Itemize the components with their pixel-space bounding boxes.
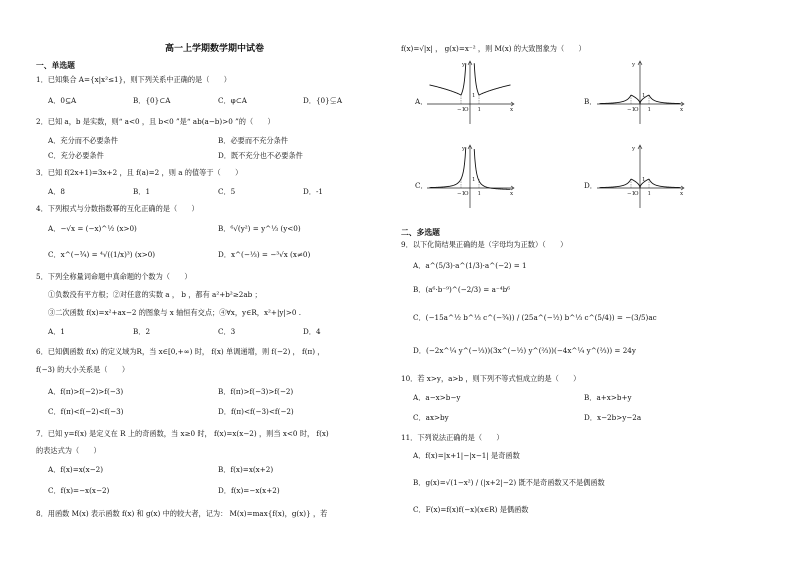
graph-curve-1 [461, 63, 466, 95]
q11-option-b: B．g(x)=√(1−x²) / (|x+2|−2) 既不是奇函数又不是偶函数 [413, 478, 605, 487]
q5-option-c: C．3 [218, 327, 236, 336]
q5-line2: ③二次函数 f(x)=x²+ax−2 的图象与 x 轴恒有交点；④∀x，y∈R，x²+|y|>0 . [48, 308, 302, 317]
q8-option-b: B． [584, 97, 597, 106]
q7-option-d: D．f(x)=−x(x+2) [218, 486, 280, 495]
tick-label-neg1: −1 [457, 191, 466, 197]
q9-option-b: B．(a⁶·b⁻⁹)^(−2/3) = a⁻⁴b⁶ [413, 285, 511, 294]
y-axis-label: y [462, 146, 466, 152]
q6-option-d: D．f(π)<f(−3)<f(−2) [218, 407, 294, 416]
q10-option-a: A．a−x>b−y [413, 393, 461, 402]
q2-option-a: A．充分而不必要条件 [48, 136, 118, 145]
q3-option-a: A．8 [48, 187, 65, 196]
q10-option-d: D．x−2b>y−2a [584, 413, 642, 422]
q4-option-c: C．x^(−¾) = ⁴√((1/x)³) (x>0) [48, 250, 156, 259]
q6-option-b: B．f(π)>f(−3)>f(−2) [218, 387, 294, 396]
graph-b [595, 60, 685, 126]
q3-option-c: C．5 [218, 187, 236, 196]
origin-label: O [634, 107, 639, 113]
q4-option-b: B．⁶√(y²) = y^⅓ (y<0) [218, 224, 301, 233]
origin-label: O [634, 191, 639, 197]
q6-option-a: A．f(π)>f(−2)>f(−3) [48, 387, 124, 396]
graph-curve-1 [430, 147, 466, 187]
y-tick-label-1: 1 [642, 177, 646, 183]
y-tick-label-1: 1 [472, 93, 476, 99]
y-tick-label-1: 1 [472, 177, 476, 183]
tick-label-1: 1 [477, 191, 481, 197]
q1-stem: 1．已知集合 A={x|x²≤1}，则下列关系中正确的是（ ） [36, 75, 231, 84]
tick-label-1: 1 [647, 191, 651, 197]
q4-option-a: A．−√x = (−x)^½ (x>0) [48, 224, 137, 233]
graph-curve-2 [649, 95, 681, 104]
q3-option-b: B．1 [133, 187, 151, 196]
q8-option-a: A． [415, 97, 428, 106]
q2-option-d: D．既不充分也不必要条件 [218, 151, 303, 160]
q11-option-a: A．f(x)=|x+1|−|x−1| 是奇函数 [413, 451, 520, 460]
q8-option-d: D． [584, 181, 597, 190]
q2-stem: 2．已知 a，b 是实数，则“ a<0 ，且 b<0 ”是“ ab(a−b)>0 ”的（ ） [36, 117, 275, 126]
y-axis-label: y [632, 146, 636, 152]
q11-option-c: C．F(x)=f(x)f(−x)(x∈R) 是偶函数 [413, 505, 529, 514]
q9-stem: 9．以下化简结果正确的是（字母均为正数）（ ） [401, 240, 568, 249]
q6-stem: 6．已知偶函数 f(x) 的定义域为R，当 x∈[0,+∞) 时， f(x) 单调递增，则 f(−2) ， f(π) ， [36, 347, 325, 356]
q8-option-c: C． [415, 181, 428, 190]
graph-curve-2 [474, 149, 510, 189]
q7-option-b: B．f(x)=x(x+2) [218, 465, 274, 474]
y-tick-label-1: 1 [642, 93, 646, 99]
q6-line2: f(−3) 的大小关系是（ ） [36, 365, 130, 374]
tick-label-1: 1 [647, 107, 651, 113]
tick-label-1: 1 [477, 107, 481, 113]
x-axis-label: x [680, 191, 684, 197]
q7-line2: 的表达式为（ ） [36, 446, 101, 455]
graph-c [425, 144, 515, 210]
origin-label: O [464, 107, 469, 113]
q9-option-a: A．a^(5/3)·a^(1/3)·a^(−2) = 1 [413, 261, 527, 270]
q3-option-d: D．-1 [303, 187, 323, 196]
graph-curve-3 [479, 85, 511, 95]
graph-curve-4 [430, 85, 462, 95]
tick-label-neg1: −1 [457, 107, 466, 113]
q7-option-c: C．f(x)=−x(x−2) [48, 486, 110, 495]
graph-curve-2 [474, 63, 479, 95]
q2-option-b: B．必要而不充分条件 [218, 136, 288, 145]
y-axis-label: y [632, 62, 636, 68]
q6-option-c: C．f(π)<f(−2)<f(−3) [48, 407, 124, 416]
q9-option-c: C．(−15a^½ b^⅓ c^(−¾)) / (25a^(−½) b^⅓ c^(5/4)) = −(3/5)ac [413, 313, 657, 322]
q9-option-d: D．(−2x^¼ y^(−⅓))(3x^(−½) y^(⅔))(−4x^¼ y^(⅔)) = 24y [413, 346, 636, 355]
x-axis-label: x [510, 191, 514, 197]
tick-label-neg1: −1 [627, 191, 636, 197]
q7-option-a: A．f(x)=x(x−2) [48, 465, 104, 474]
graph-curve-3 [600, 95, 632, 104]
q5-stem: 5．下列全称量词命题中真命题的个数为（ ） [36, 272, 192, 281]
graph-curve-3 [600, 179, 632, 188]
q5-option-a: A．1 [48, 327, 65, 336]
graph-a [425, 60, 515, 126]
q8-stem: 8．用函数 M(x) 表示函数 f(x) 和 g(x) 中的较大者，记为： M(x)=max{f(x)，g(x)} ，若 [36, 509, 328, 518]
q4-option-d: D．x^(−⅓) = −³√x (x≠0) [218, 250, 311, 259]
tick-label-neg1: −1 [627, 107, 636, 113]
q10-option-c: C．ax>by [413, 413, 449, 422]
q1-option-d: D．{0}⊊A [303, 96, 343, 105]
q5-option-b: B．2 [133, 327, 151, 336]
q1-option-a: A．0⊆A [48, 96, 77, 105]
x-axis-label: x [510, 107, 514, 113]
q8-line2: f(x)=√|x| ， g(x)=x⁻² ，则 M(x) 的大致图象为（ ） [401, 44, 586, 53]
page-title: 高一上学期数学期中试卷 [165, 44, 265, 54]
q4-stem: 4．下列根式与分数指数幂的互化正确的是（ ） [36, 204, 199, 213]
origin-label: O [464, 191, 469, 197]
section-multi-choice: 二、多选题 [401, 228, 440, 237]
x-axis-label: x [680, 107, 684, 113]
y-axis-label: y [462, 62, 466, 68]
q1-option-b: B．{0}⊂A [133, 96, 171, 105]
q2-option-c: C．充分必要条件 [48, 151, 104, 160]
q5-line1: ①负数没有平方根；②对任意的实数 a ， b ，都有 a²+b²≥2ab ； [48, 290, 262, 299]
section-single-choice: 一、单选题 [36, 61, 75, 70]
q5-option-d: D．4 [303, 327, 321, 336]
q10-option-b: B．a+x>b+y [584, 393, 632, 402]
graph-curve-2 [649, 179, 681, 188]
q3-stem: 3．已知 f(2x+1)=3x+2 ，且 f(a)=2 ，则 a 的值等于（ ） [36, 168, 243, 177]
q7-stem: 7．已知 y=f(x) 是定义在 R 上的奇函数，当 x≥0 时， f(x)=x(x−2) ，则当 x<0 时， f(x) [36, 429, 329, 438]
graph-d [595, 144, 685, 210]
q1-option-c: C．φ⊂A [218, 96, 247, 105]
q11-stem: 11．下列说法正确的是（ ） [401, 433, 504, 442]
q10-stem: 10．若 x>y，a>b ，则下列不等式恒成立的是（ ） [401, 374, 581, 383]
